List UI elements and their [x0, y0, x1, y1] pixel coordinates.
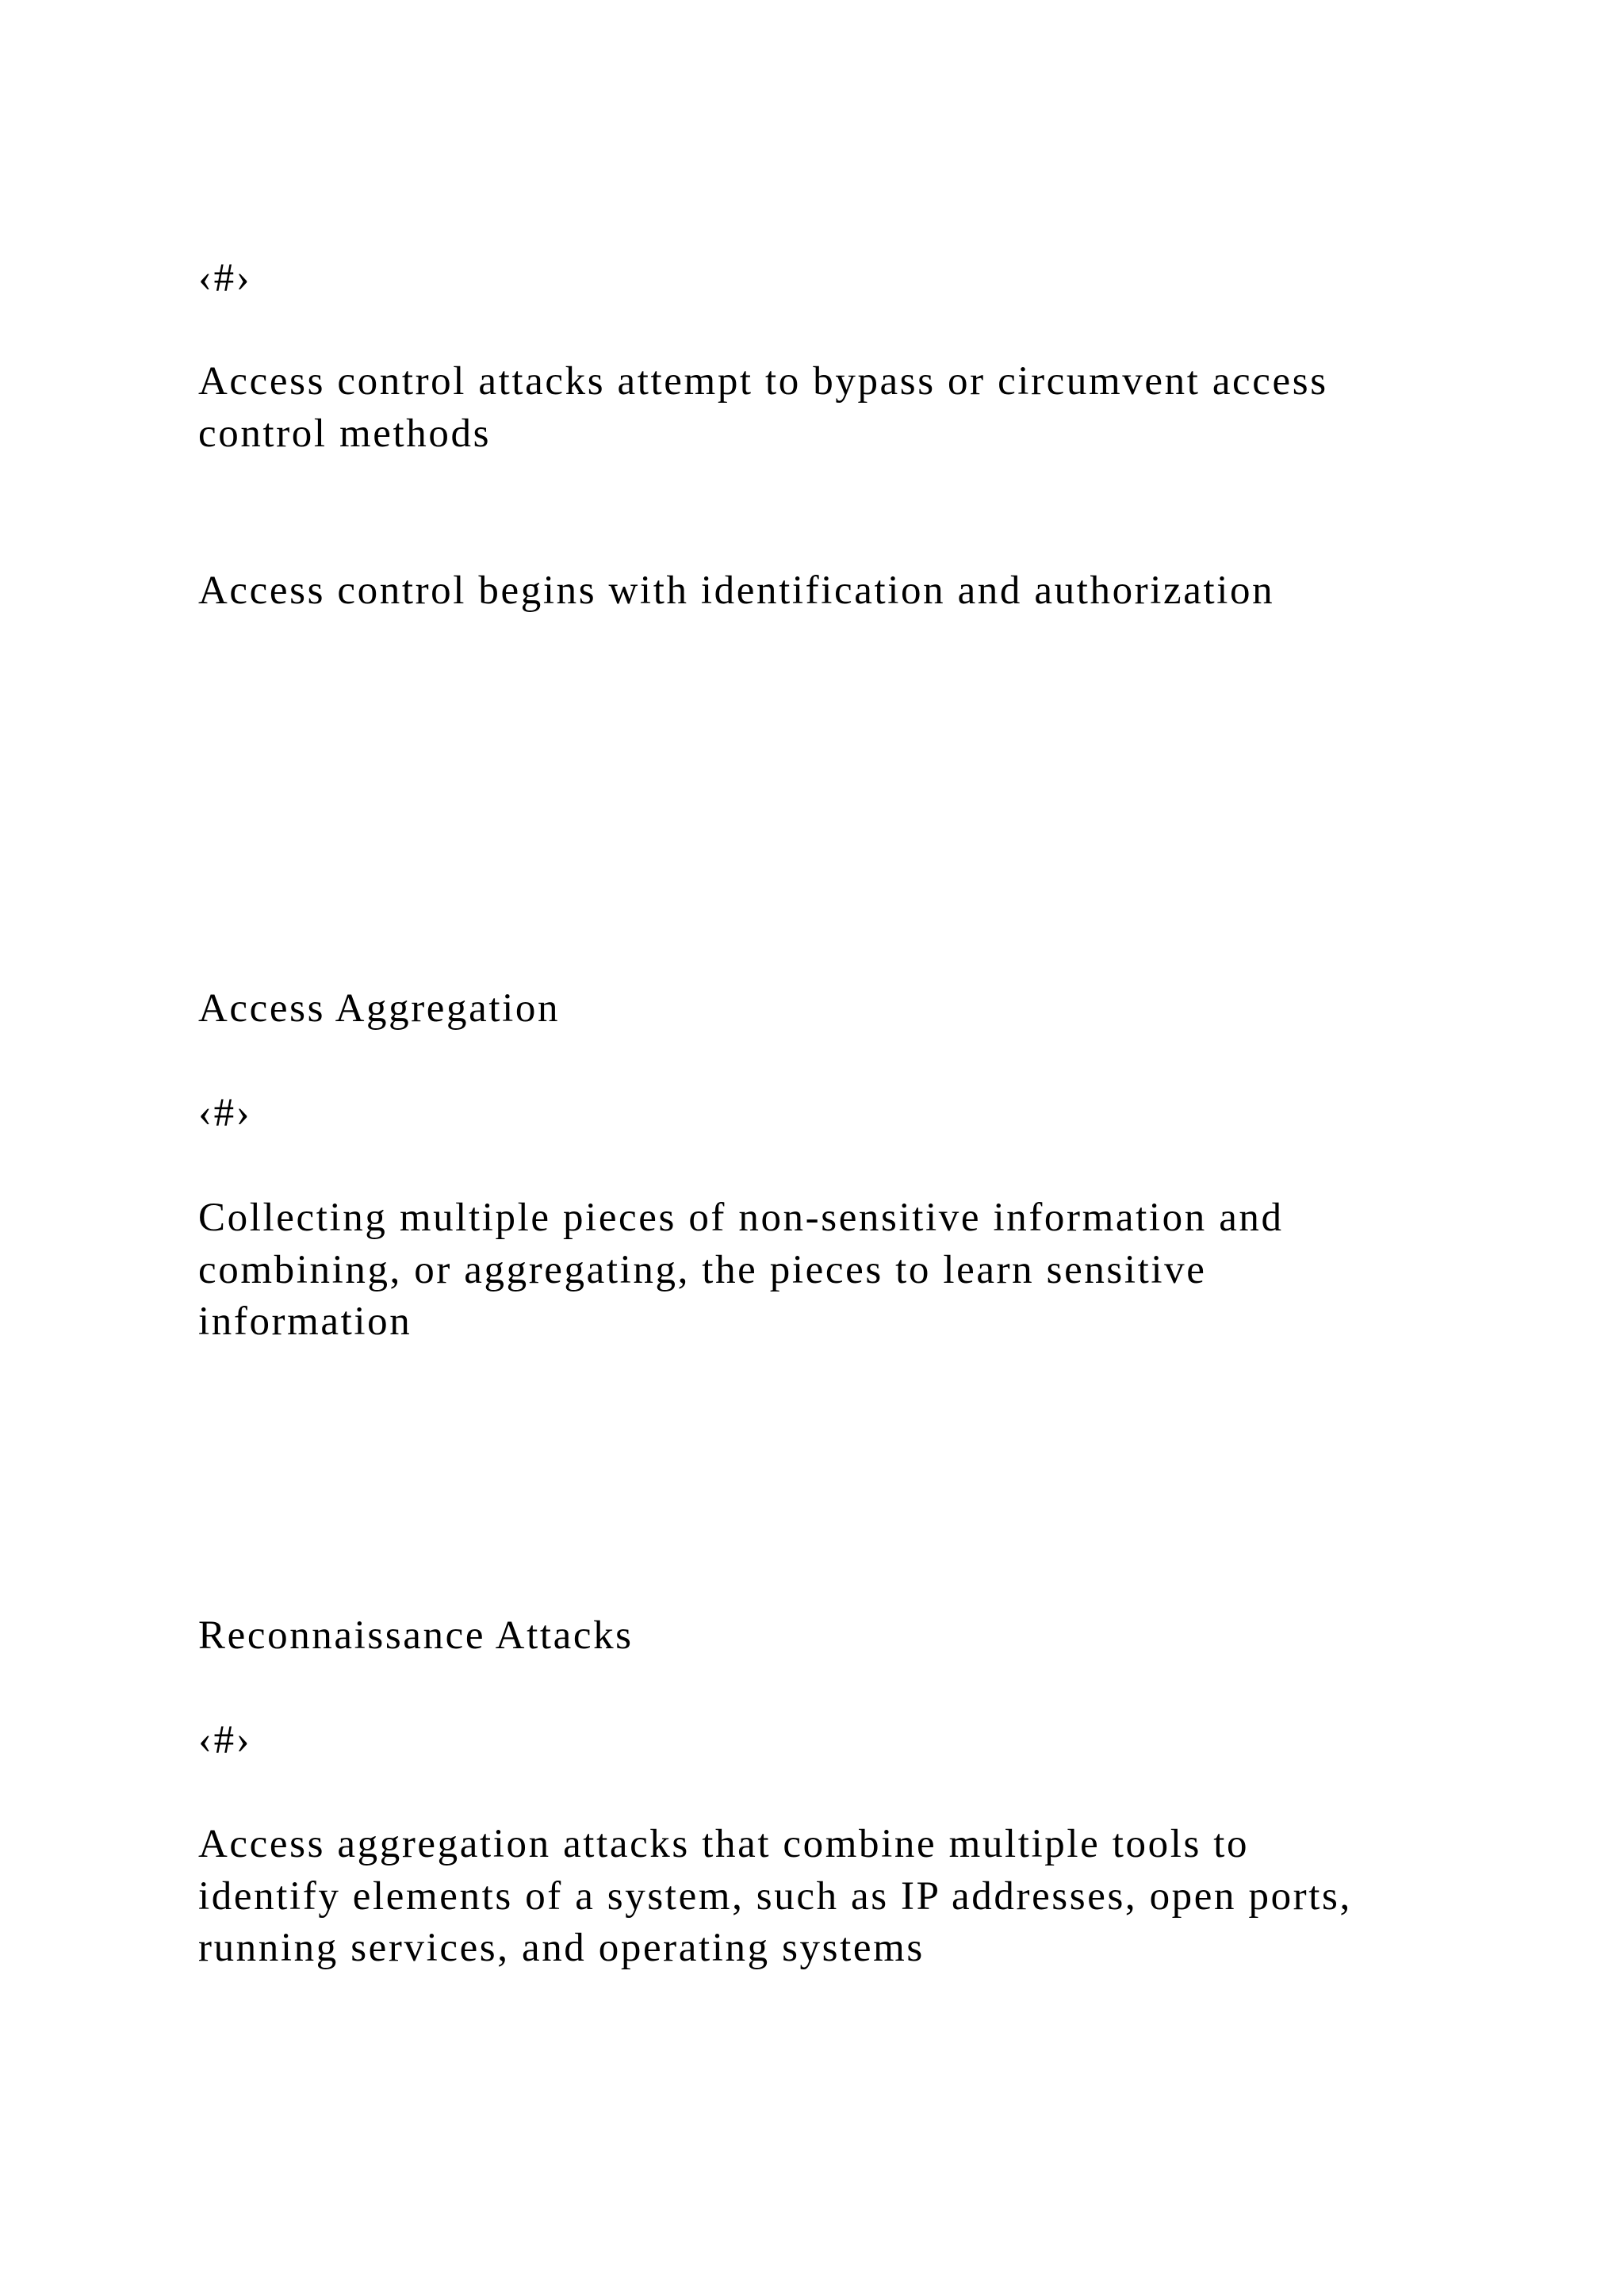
- section-heading: Access Aggregation: [198, 986, 561, 1031]
- paragraph-line: Collecting multiple pieces of non-sensitive information and: [198, 1196, 1284, 1240]
- paragraph-line: Access control begins with identification and authorization: [198, 568, 1275, 613]
- paragraph-line: Access control attacks attempt to bypass or circumvent access: [198, 359, 1328, 404]
- slide-number-marker: ‹#›: [198, 1718, 252, 1762]
- paragraph-line: identify elements of a system, such as IP addresses, open ports,: [198, 1874, 1352, 1919]
- slide-number-marker: ‹#›: [198, 1091, 252, 1135]
- slide-number-marker: ‹#›: [198, 256, 252, 300]
- paragraph-line: information: [198, 1299, 412, 1344]
- paragraph-line: control methods: [198, 411, 492, 456]
- paragraph-line: combining, or aggregating, the pieces to learn sensitive: [198, 1248, 1207, 1292]
- section-heading: Reconnaissance Attacks: [198, 1613, 634, 1658]
- paragraph-line: Access aggregation attacks that combine multiple tools to: [198, 1822, 1250, 1866]
- paragraph-line: running services, and operating systems: [198, 1926, 925, 1970]
